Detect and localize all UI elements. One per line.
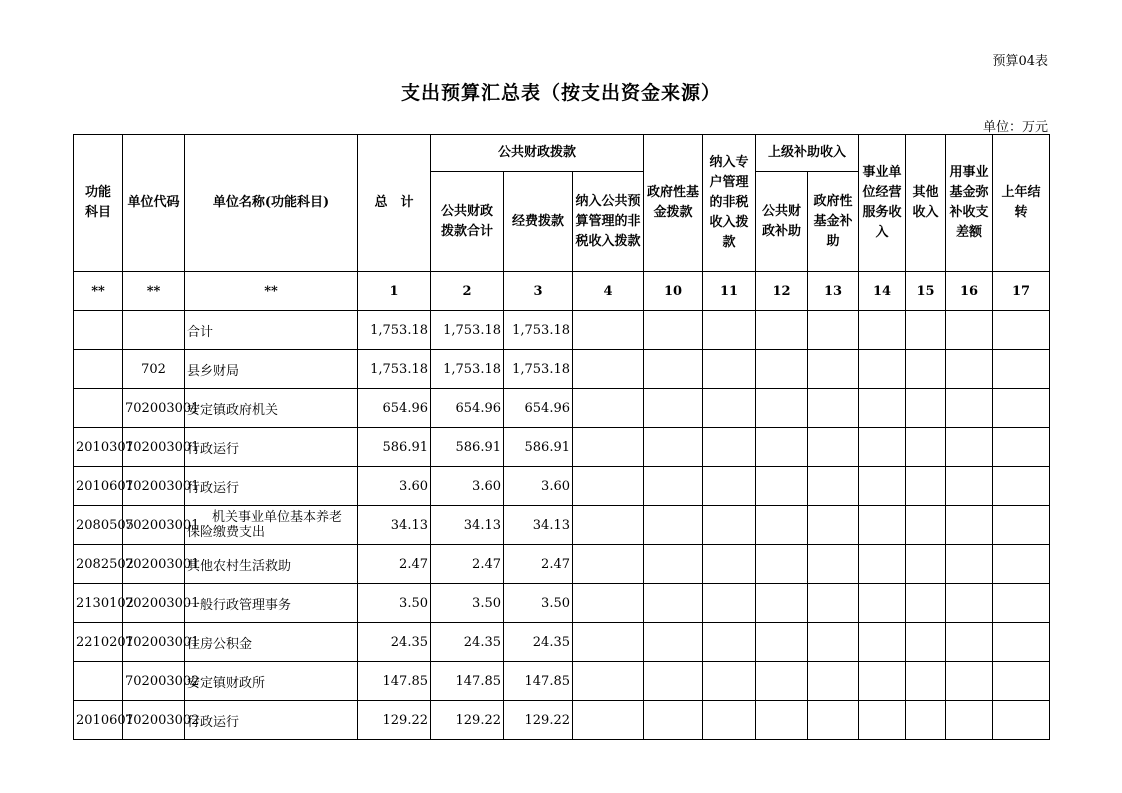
index-cell: ** — [74, 272, 123, 311]
index-cell: 1 — [358, 272, 431, 311]
pf-total-cell: 654.96 — [431, 389, 504, 428]
empty-cell — [573, 389, 644, 428]
total-cell: 2.47 — [358, 545, 431, 584]
index-cell: 13 — [808, 272, 859, 311]
header-total: 总 计 — [358, 135, 431, 272]
index-cell: 16 — [946, 272, 993, 311]
unit-code-cell: 702003001 — [123, 389, 185, 428]
unit-code-cell: 702003001 — [123, 584, 185, 623]
unit-name-cell: 行政运行 — [185, 428, 358, 467]
total-cell: 129.22 — [358, 701, 431, 740]
unit-name-cell: 县乡财局 — [185, 350, 358, 389]
table-row — [74, 350, 1050, 389]
header-gov-fund: 政府性基金拨款 — [644, 135, 703, 272]
unit-code-cell: 702003002 — [123, 662, 185, 701]
empty-cell — [906, 389, 946, 428]
empty-cell — [906, 623, 946, 662]
unit-name-cell: 行政运行 — [185, 467, 358, 506]
index-cell: 10 — [644, 272, 703, 311]
header-unit-name: 单位名称(功能科目) — [185, 135, 358, 272]
empty-cell — [644, 662, 703, 701]
empty-cell — [644, 701, 703, 740]
empty-cell — [993, 662, 1050, 701]
index-cell: 15 — [906, 272, 946, 311]
empty-cell — [946, 350, 993, 389]
empty-cell — [859, 623, 906, 662]
empty-cell — [756, 428, 808, 467]
empty-cell — [946, 467, 993, 506]
func-code-cell: 2080505 — [74, 506, 123, 545]
empty-cell — [906, 467, 946, 506]
empty-cell — [703, 545, 756, 584]
unit-code-cell: 702003001 — [123, 545, 185, 584]
empty-cell — [573, 701, 644, 740]
empty-cell — [993, 467, 1050, 506]
empty-cell — [859, 506, 906, 545]
unit-code-cell: 702003001 — [123, 506, 185, 545]
empty-cell — [756, 389, 808, 428]
empty-cell — [573, 545, 644, 584]
index-cell: 4 — [573, 272, 644, 311]
unit-code-cell: 702003002 — [123, 701, 185, 740]
index-cell: ** — [123, 272, 185, 311]
unit-name-cell: 安定镇政府机关 — [185, 389, 358, 428]
empty-cell — [993, 545, 1050, 584]
unit-code-cell: 702003001 — [123, 428, 185, 467]
empty-cell — [808, 506, 859, 545]
header-carryover: 上年结转 — [993, 135, 1050, 272]
func-code-cell — [74, 389, 123, 428]
total-cell: 3.50 — [358, 584, 431, 623]
header-expense-allocation: 经费拨款 — [504, 172, 573, 272]
empty-cell — [756, 701, 808, 740]
pf-total-cell: 3.60 — [431, 467, 504, 506]
header-business-income: 事业单位经营服务收入 — [859, 135, 906, 272]
empty-cell — [946, 701, 993, 740]
empty-cell — [859, 467, 906, 506]
empty-cell — [703, 389, 756, 428]
expense-cell: 129.22 — [504, 701, 573, 740]
empty-cell — [644, 350, 703, 389]
empty-cell — [756, 545, 808, 584]
expense-cell: 1,753.18 — [504, 311, 573, 350]
empty-cell — [946, 584, 993, 623]
empty-cell — [644, 506, 703, 545]
empty-cell — [573, 311, 644, 350]
unit-code-cell: 702003001 — [123, 623, 185, 662]
empty-cell — [808, 311, 859, 350]
func-code-cell — [74, 311, 123, 350]
header-public-fiscal: 公共财政拨款 — [431, 135, 644, 172]
empty-cell — [993, 506, 1050, 545]
empty-cell — [808, 350, 859, 389]
unit-name-line2: 保险缴费支出 — [187, 525, 266, 540]
empty-cell — [756, 584, 808, 623]
empty-cell — [703, 584, 756, 623]
header-unit-code: 单位代码 — [123, 135, 185, 272]
total-cell: 34.13 — [358, 506, 431, 545]
empty-cell — [859, 389, 906, 428]
unit-name-cell — [185, 506, 358, 545]
pf-total-cell: 1,753.18 — [431, 350, 504, 389]
unit-name-cell: 住房公积金 — [185, 623, 358, 662]
empty-cell — [808, 467, 859, 506]
empty-cell — [859, 311, 906, 350]
empty-cell — [756, 623, 808, 662]
expense-cell: 24.35 — [504, 623, 573, 662]
budget-table — [73, 134, 1050, 740]
empty-cell — [993, 623, 1050, 662]
index-cell: 17 — [993, 272, 1050, 311]
unit-name-cell: 安定镇财政所 — [185, 662, 358, 701]
header-public-fiscal-subsidy: 公共财政补助 — [756, 172, 808, 272]
expense-cell: 3.60 — [504, 467, 573, 506]
form-number: 预算04表 — [992, 54, 1048, 69]
table-row-total — [74, 311, 1050, 350]
empty-cell — [906, 701, 946, 740]
empty-cell — [906, 311, 946, 350]
empty-cell — [993, 584, 1050, 623]
expense-cell: 586.91 — [504, 428, 573, 467]
empty-cell — [906, 662, 946, 701]
empty-cell — [644, 584, 703, 623]
empty-cell — [946, 623, 993, 662]
empty-cell — [756, 506, 808, 545]
unit-name-cell: 行政运行 — [185, 701, 358, 740]
header-superior-subsidy: 上级补助收入 — [756, 135, 859, 172]
empty-cell — [906, 584, 946, 623]
empty-cell — [906, 350, 946, 389]
empty-cell — [703, 662, 756, 701]
expense-cell: 34.13 — [504, 506, 573, 545]
empty-cell — [808, 428, 859, 467]
table-row — [74, 467, 1050, 506]
index-cell: ** — [185, 272, 358, 311]
table-row — [74, 506, 1050, 545]
pf-total-cell: 34.13 — [431, 506, 504, 545]
empty-cell — [703, 506, 756, 545]
empty-cell — [756, 467, 808, 506]
empty-cell — [993, 350, 1050, 389]
empty-cell — [573, 506, 644, 545]
empty-cell — [644, 623, 703, 662]
header-fund-gap: 用事业基金弥补收支差额 — [946, 135, 993, 272]
empty-cell — [573, 350, 644, 389]
empty-cell — [859, 350, 906, 389]
expense-cell: 2.47 — [504, 545, 573, 584]
table-row — [74, 584, 1050, 623]
func-code-cell: 2210201 — [74, 623, 123, 662]
empty-cell — [703, 311, 756, 350]
header-non-tax-revenue: 纳入公共预算管理的非税收入拨款 — [573, 172, 644, 272]
pf-total-cell: 129.22 — [431, 701, 504, 740]
empty-cell — [573, 467, 644, 506]
func-code-cell: 2010601 — [74, 701, 123, 740]
empty-cell — [946, 311, 993, 350]
empty-cell — [808, 701, 859, 740]
table-row — [74, 623, 1050, 662]
unit-label: 单位：万元 — [982, 120, 1048, 135]
expense-cell: 3.50 — [504, 584, 573, 623]
header-other-income: 其他收入 — [906, 135, 946, 272]
expense-cell: 1,753.18 — [504, 350, 573, 389]
empty-cell — [946, 389, 993, 428]
empty-cell — [644, 467, 703, 506]
total-cell: 147.85 — [358, 662, 431, 701]
unit-name-cell: 一般行政管理事务 — [185, 584, 358, 623]
header-row-1 — [74, 135, 1050, 172]
empty-cell — [703, 350, 756, 389]
empty-cell — [703, 428, 756, 467]
page-title: 支出预算汇总表（按支出资金来源） — [400, 82, 721, 104]
total-cell: 1,753.18 — [358, 311, 431, 350]
empty-cell — [808, 662, 859, 701]
empty-cell — [644, 311, 703, 350]
empty-cell — [993, 311, 1050, 350]
index-cell: 11 — [703, 272, 756, 311]
empty-cell — [644, 545, 703, 584]
empty-cell — [573, 584, 644, 623]
func-code-cell: 2010301 — [74, 428, 123, 467]
empty-cell — [808, 389, 859, 428]
index-cell: 12 — [756, 272, 808, 311]
empty-cell — [859, 545, 906, 584]
index-row — [74, 272, 1050, 311]
empty-cell — [859, 701, 906, 740]
empty-cell — [993, 389, 1050, 428]
empty-cell — [906, 506, 946, 545]
empty-cell — [993, 428, 1050, 467]
unit-name-cell: 其他农村生活救助 — [185, 545, 358, 584]
unit-code-cell — [123, 311, 185, 350]
table-row — [74, 662, 1050, 701]
empty-cell — [573, 428, 644, 467]
total-cell: 654.96 — [358, 389, 431, 428]
header-func-subject: 功能科目 — [74, 135, 123, 272]
empty-cell — [808, 584, 859, 623]
header-gov-fund-subsidy: 政府性基金补助 — [808, 172, 859, 272]
expense-cell: 147.85 — [504, 662, 573, 701]
empty-cell — [573, 662, 644, 701]
pf-total-cell: 24.35 — [431, 623, 504, 662]
empty-cell — [703, 467, 756, 506]
total-cell: 1,753.18 — [358, 350, 431, 389]
table-row — [74, 389, 1050, 428]
empty-cell — [946, 428, 993, 467]
empty-cell — [756, 311, 808, 350]
unit-code-cell: 702 — [123, 350, 185, 389]
index-cell: 14 — [859, 272, 906, 311]
table-row — [74, 428, 1050, 467]
pf-total-cell: 3.50 — [431, 584, 504, 623]
header-special-nontax: 纳入专户管理的非税收入拨款 — [703, 135, 756, 272]
empty-cell — [756, 350, 808, 389]
empty-cell — [859, 584, 906, 623]
expense-cell: 654.96 — [504, 389, 573, 428]
empty-cell — [946, 662, 993, 701]
func-code-cell: 2010601 — [74, 467, 123, 506]
empty-cell — [808, 623, 859, 662]
unit-name-line1: 机关事业单位基本养老 — [212, 510, 343, 525]
empty-cell — [906, 428, 946, 467]
pf-total-cell: 1,753.18 — [431, 311, 504, 350]
empty-cell — [703, 701, 756, 740]
empty-cell — [808, 545, 859, 584]
func-code-cell: 2130102 — [74, 584, 123, 623]
table-row — [74, 545, 1050, 584]
empty-cell — [644, 428, 703, 467]
total-cell: 24.35 — [358, 623, 431, 662]
unit-code-cell: 702003001 — [123, 467, 185, 506]
empty-cell — [756, 662, 808, 701]
header-public-fiscal-total: 公共财政拨款合计 — [431, 172, 504, 272]
index-cell: 2 — [431, 272, 504, 311]
empty-cell — [859, 662, 906, 701]
pf-total-cell: 586.91 — [431, 428, 504, 467]
empty-cell — [573, 623, 644, 662]
empty-cell — [946, 506, 993, 545]
total-cell: 3.60 — [358, 467, 431, 506]
empty-cell — [644, 389, 703, 428]
empty-cell — [859, 428, 906, 467]
pf-total-cell: 2.47 — [431, 545, 504, 584]
table-row — [74, 701, 1050, 740]
empty-cell — [993, 701, 1050, 740]
empty-cell — [703, 623, 756, 662]
func-code-cell — [74, 350, 123, 389]
pf-total-cell: 147.85 — [431, 662, 504, 701]
index-cell: 3 — [504, 272, 573, 311]
func-code-cell: 2082502 — [74, 545, 123, 584]
func-code-cell — [74, 662, 123, 701]
empty-cell — [946, 545, 993, 584]
empty-cell — [906, 545, 946, 584]
unit-name-cell: 合计 — [185, 311, 358, 350]
total-cell: 586.91 — [358, 428, 431, 467]
